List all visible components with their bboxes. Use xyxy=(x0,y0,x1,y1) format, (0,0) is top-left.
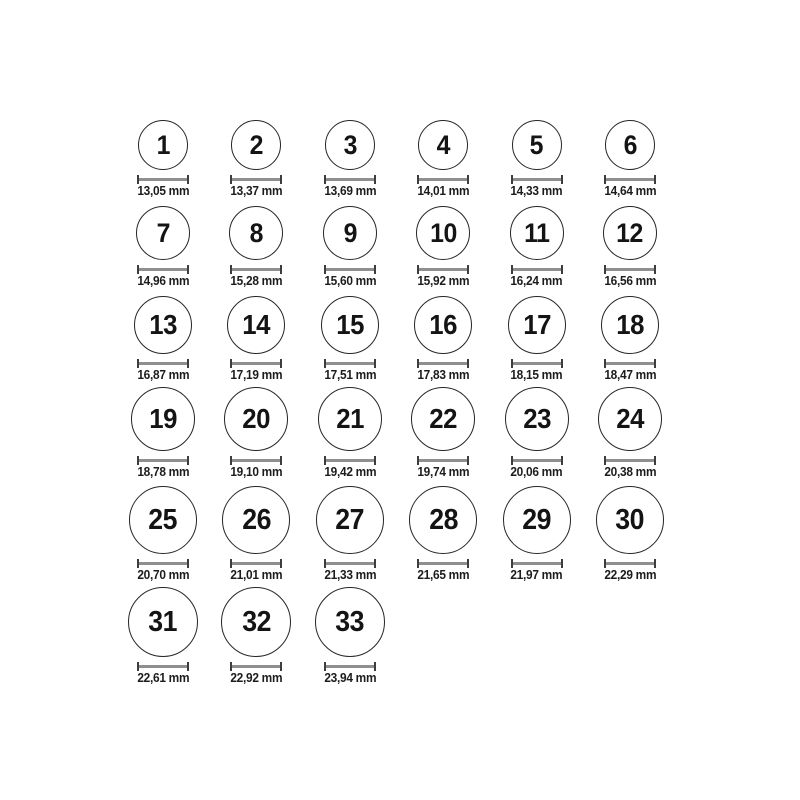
ring-number: 9 xyxy=(343,217,357,248)
ring-number: 29 xyxy=(522,503,551,536)
ring-diameter-label: 13,37 mm xyxy=(230,184,283,198)
ring-diameter-label: 20,06 mm xyxy=(510,465,563,479)
ring-number: 4 xyxy=(436,129,450,160)
ring-circle xyxy=(229,206,283,260)
ring-circle xyxy=(231,120,281,170)
ring-number: 19 xyxy=(149,403,177,434)
ring-size-item xyxy=(116,587,210,686)
measure-line xyxy=(137,559,189,568)
ring-size-item xyxy=(116,296,210,383)
ring-number: 32 xyxy=(242,605,271,638)
ring-circle xyxy=(605,120,655,170)
ring-size-item xyxy=(303,120,397,199)
ring-number: 7 xyxy=(156,217,170,248)
ring-diameter-label: 14,64 mm xyxy=(604,184,656,198)
measure-line xyxy=(511,456,563,465)
ring-size-item xyxy=(116,486,210,583)
measure-line xyxy=(137,265,189,274)
measure-line xyxy=(324,265,376,274)
measure-line xyxy=(604,175,656,184)
ring-size-item xyxy=(303,486,397,583)
ring-size-item xyxy=(490,120,584,199)
ring-circle xyxy=(418,120,468,170)
ring-diameter-label: 21,65 mm xyxy=(417,568,470,582)
measure-line xyxy=(230,559,282,568)
ring-size-item xyxy=(303,206,397,289)
ring-circle xyxy=(503,486,571,554)
ring-number: 1 xyxy=(156,129,170,160)
ring-circle xyxy=(409,486,477,554)
measure-line xyxy=(511,359,563,368)
ring-number: 6 xyxy=(623,129,637,160)
measure-line xyxy=(511,265,563,274)
ring-number: 25 xyxy=(148,503,178,536)
measure-line xyxy=(511,175,563,184)
ring-size-item xyxy=(303,296,397,383)
ring-size-item xyxy=(583,206,677,289)
ring-circle xyxy=(512,120,562,170)
ring-size-item xyxy=(396,296,490,383)
measure-line xyxy=(324,662,376,671)
ring-circle xyxy=(505,387,569,451)
ring-circle xyxy=(321,296,379,354)
ring-diameter-label: 14,96 mm xyxy=(137,274,189,288)
ring-diameter-label: 20,38 mm xyxy=(604,465,656,479)
ring-diameter-label: 18,47 mm xyxy=(604,368,656,382)
ring-size-item xyxy=(490,486,584,583)
ring-diameter-label: 19,74 mm xyxy=(417,465,470,479)
measure-line xyxy=(604,265,656,274)
measure-line xyxy=(230,265,282,274)
measure-line xyxy=(417,559,469,568)
ring-circle xyxy=(325,120,375,170)
ring-size-item xyxy=(490,206,584,289)
measure-line xyxy=(604,456,656,465)
ring-diameter-label: 21,97 mm xyxy=(510,568,563,582)
ring-number: 2 xyxy=(249,129,264,160)
ring-number: 24 xyxy=(616,403,644,434)
ring-size-item xyxy=(303,587,397,686)
ring-size-item xyxy=(583,387,677,480)
ring-circle xyxy=(134,296,192,354)
ring-number: 10 xyxy=(429,217,457,248)
measure-line xyxy=(324,175,376,184)
ring-number: 30 xyxy=(615,503,645,536)
ring-number: 5 xyxy=(529,129,544,160)
ring-circle xyxy=(323,206,377,260)
measure-line xyxy=(604,559,656,568)
ring-size-item xyxy=(583,486,677,583)
ring-circle xyxy=(129,486,197,554)
ring-diameter-label: 15,28 mm xyxy=(230,274,283,288)
ring-number: 18 xyxy=(616,309,644,340)
ring-size-item xyxy=(116,206,210,289)
ring-diameter-label: 17,51 mm xyxy=(323,368,376,382)
ring-number: 16 xyxy=(429,309,458,340)
ring-size-item xyxy=(209,296,303,383)
measure-line xyxy=(137,662,189,671)
measure-line xyxy=(230,359,282,368)
ring-circle xyxy=(221,587,291,657)
ring-number: 22 xyxy=(429,403,458,434)
ring-circle xyxy=(598,387,662,451)
ring-number: 13 xyxy=(149,309,177,340)
ring-circle xyxy=(131,387,195,451)
ring-number: 31 xyxy=(148,605,178,638)
ring-diameter-label: 19,10 mm xyxy=(230,465,283,479)
measure-line xyxy=(417,456,469,465)
measure-line xyxy=(324,456,376,465)
ring-circle xyxy=(411,387,475,451)
ring-circle xyxy=(603,206,657,260)
ring-number: 20 xyxy=(242,403,271,434)
ring-circle xyxy=(315,587,385,657)
ring-number: 15 xyxy=(335,309,364,340)
ring-size-item xyxy=(303,387,397,480)
ring-number: 3 xyxy=(343,129,357,160)
ring-number: 27 xyxy=(335,503,365,536)
ring-size-item xyxy=(396,120,490,199)
ring-size-item xyxy=(490,387,584,480)
ring-diameter-label: 13,69 mm xyxy=(323,184,376,198)
ring-diameter-label: 22,92 mm xyxy=(230,671,283,685)
ring-size-item xyxy=(396,206,490,289)
measure-line xyxy=(137,456,189,465)
ring-diameter-label: 16,24 mm xyxy=(510,274,563,288)
ring-number: 17 xyxy=(522,309,551,340)
ring-size-item xyxy=(583,296,677,383)
ring-diameter-label: 23,94 mm xyxy=(323,671,376,685)
measure-line xyxy=(137,359,189,368)
ring-circle xyxy=(510,206,564,260)
ring-circle xyxy=(596,486,664,554)
ring-size-item xyxy=(209,206,303,289)
ring-diameter-label: 20,70 mm xyxy=(137,568,189,582)
ring-circle xyxy=(508,296,566,354)
ring-diameter-label: 22,61 mm xyxy=(137,671,189,685)
ring-size-item xyxy=(209,120,303,199)
ring-number: 28 xyxy=(428,503,458,536)
ring-diameter-label: 21,01 mm xyxy=(230,568,283,582)
ring-diameter-label: 19,42 mm xyxy=(323,465,376,479)
ring-diameter-label: 13,05 mm xyxy=(137,184,189,198)
ring-circle xyxy=(128,587,198,657)
ring-number: 11 xyxy=(523,217,550,248)
measure-line xyxy=(230,175,282,184)
ring-size-item xyxy=(490,296,584,383)
ring-circle xyxy=(138,120,188,170)
ring-number: 26 xyxy=(242,503,271,536)
ring-diameter-label: 17,83 mm xyxy=(417,368,470,382)
ring-diameter-label: 15,60 mm xyxy=(323,274,376,288)
measure-line xyxy=(324,359,376,368)
measure-line xyxy=(417,175,469,184)
ring-circle xyxy=(416,206,470,260)
ring-size-item xyxy=(116,387,210,480)
ring-number: 12 xyxy=(616,217,644,248)
measure-line xyxy=(604,359,656,368)
measure-line xyxy=(137,175,189,184)
ring-diameter-label: 14,33 mm xyxy=(510,184,563,198)
ring-circle xyxy=(316,486,384,554)
ring-diameter-label: 22,29 mm xyxy=(604,568,656,582)
ring-diameter-label: 16,87 mm xyxy=(137,368,189,382)
ring-circle xyxy=(318,387,382,451)
ring-diameter-label: 14,01 mm xyxy=(417,184,470,198)
ring-number: 8 xyxy=(249,217,264,248)
ring-number: 33 xyxy=(335,605,365,638)
ring-circle xyxy=(224,387,288,451)
ring-size-item xyxy=(209,587,303,686)
measure-line xyxy=(417,359,469,368)
ring-diameter-label: 17,19 mm xyxy=(230,368,283,382)
measure-line xyxy=(230,662,282,671)
ring-diameter-label: 15,92 mm xyxy=(417,274,470,288)
ring-size-item xyxy=(583,120,677,199)
ring-size-item xyxy=(209,387,303,480)
ring-circle xyxy=(414,296,472,354)
ring-number: 14 xyxy=(242,309,271,340)
ring-size-item xyxy=(396,486,490,583)
ring-number: 21 xyxy=(335,403,364,434)
ring-size-item xyxy=(116,120,210,199)
ring-diameter-label: 21,33 mm xyxy=(323,568,376,582)
ring-number: 23 xyxy=(522,403,551,434)
ring-size-item xyxy=(209,486,303,583)
ring-diameter-label: 18,15 mm xyxy=(510,368,563,382)
measure-line xyxy=(324,559,376,568)
ring-diameter-label: 18,78 mm xyxy=(137,465,189,479)
ring-size-item xyxy=(396,387,490,480)
ring-circle xyxy=(227,296,285,354)
measure-line xyxy=(511,559,563,568)
ring-circle xyxy=(222,486,290,554)
ring-circle xyxy=(601,296,659,354)
ring-circle xyxy=(136,206,190,260)
measure-line xyxy=(230,456,282,465)
ring-diameter-label: 16,56 mm xyxy=(604,274,656,288)
measure-line xyxy=(417,265,469,274)
